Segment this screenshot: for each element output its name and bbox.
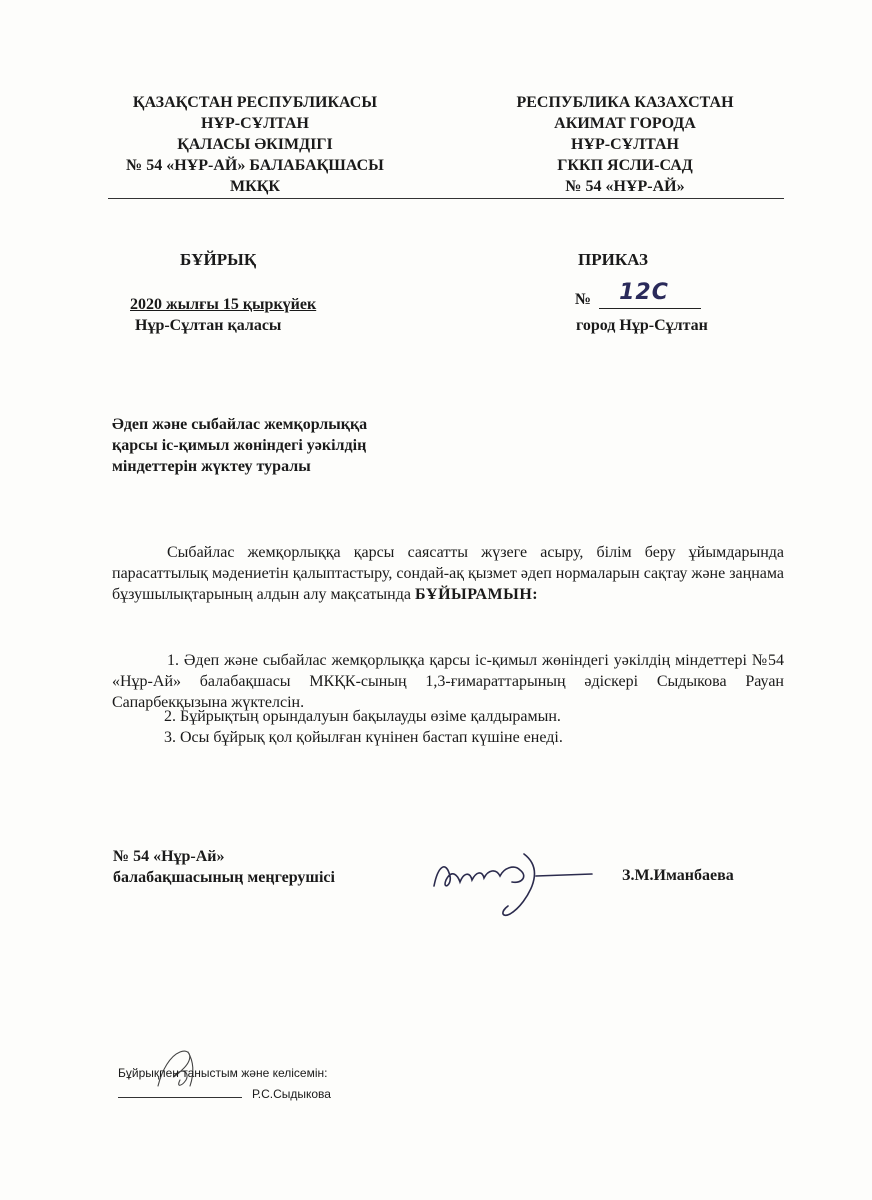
- order-date: 2020 жылғы 15 қыркүйек: [130, 296, 317, 313]
- order-item-2: 2. Бұйрықтың орындалуын бақылауды өзіме қалдырамын.: [164, 708, 561, 725]
- header-right-line: ГККП ЯСЛИ-САД: [557, 157, 693, 174]
- order-subject: [112, 414, 492, 477]
- signer-name: З.М.Иманбаева: [622, 867, 734, 884]
- order-city-kz: Нұр-Сұлтан қаласы: [135, 317, 282, 334]
- body-intro-paragraph: [112, 542, 784, 605]
- header-left-line: № 54 «НҰР-АЙ» БАЛАБАҚШАСЫ: [126, 157, 384, 174]
- acknowledgement-name: Р.С.Сыдыкова: [252, 1087, 331, 1101]
- order-title-ru: ПРИКАЗ: [578, 250, 648, 269]
- ordering-word: БҰЙЫРАМЫН:: [414, 586, 539, 603]
- order-number: [575, 280, 701, 309]
- order-number-label: №: [575, 291, 592, 308]
- header-left-line: ҚАЛАСЫ ӘКІМДІГІ: [177, 136, 333, 153]
- header-divider: [108, 198, 784, 199]
- acknowledgement-text: Бұйрықпен таныстым және келісемін:: [118, 1066, 328, 1080]
- header-right-line: АКИМАТ ГОРОДА: [554, 115, 696, 132]
- acknowledgement-signature-line: [118, 1097, 242, 1098]
- header-left-kz: [95, 92, 415, 197]
- subject-line: қарсы іс-қимыл жөніндегі уәкілдің: [112, 437, 367, 454]
- signature-org: [113, 846, 335, 888]
- header-right-ru: [455, 92, 795, 197]
- header-left-line: НҰР-СҰЛТАН: [200, 115, 309, 132]
- order-item-3: 3. Осы бұйрық қол қойылған күнінен бастап күшіне енеді.: [164, 729, 563, 746]
- header-left-line: МКҚК: [230, 178, 280, 195]
- order-title-kz: БҰЙРЫҚ: [180, 250, 257, 269]
- order-number-field: [599, 280, 701, 309]
- handwritten-signature: [424, 846, 594, 926]
- order-city-ru: город Нұр-Сұлтан: [576, 317, 708, 334]
- order-number-handwritten: 12С: [619, 280, 669, 305]
- subject-line: міндеттерін жүктеу туралы: [112, 458, 311, 475]
- header-right-line: РЕСПУБЛИКА КАЗАХСТАН: [516, 94, 734, 111]
- signature-org-line1: № 54 «Нұр-Ай»: [113, 848, 225, 865]
- body-intro-text: Сыбайлас жемқорлыққа қарсы саясатты жүзеге асыру, білім беру ұйымдарында парасаттылық мәдениетін қалыптастыру, сондай-ақ қызмет әдеп нормаларын сақтау және заңнама бұзушылықтарының алдын алу мақсатында: [112, 544, 784, 603]
- header-left-line: ҚАЗАҚСТАН РЕСПУБЛИКАСЫ: [132, 94, 378, 111]
- header-right-line: НҰР-СҰЛТАН: [570, 136, 679, 153]
- order-item-1: 1. Әдеп және сыбайлас жемқорлыққа қарсы іс-қимыл жөніндегі уәкілдің міндеттері №54 «Нұр-Ай» балабақшасы МКҚК-сының 1,3-ғимараттарының әдіскері Сыдыкова Рауан Сапарбекқызына жүктелсін.: [112, 652, 784, 711]
- header-right-line: № 54 «НҰР-АЙ»: [565, 178, 685, 195]
- subject-line: Әдеп және сыбайлас жемқорлыққа: [112, 416, 368, 433]
- signature-org-line2: балабақшасының меңгерушісі: [113, 869, 335, 886]
